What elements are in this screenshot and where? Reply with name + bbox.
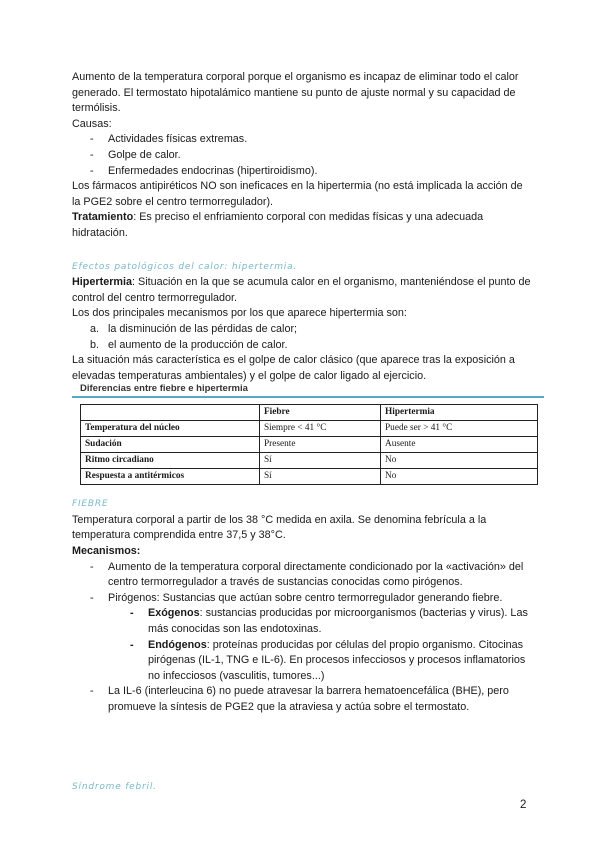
list-item: - La IL-6 (interleucina 6) no puede atravesar la barrera hematoencefálica (BHE), pero promueve la síntesis de PGE2 que la atraviesa y actúa sobre el termostato.: [72, 684, 532, 715]
table-cell: No: [381, 469, 538, 485]
table-header-row: [81, 405, 538, 421]
table-cell: Sí: [260, 469, 381, 485]
pyrogens-text: Pirógenos: Sustancias que actúan sobre centro termorregulador generando fiebre.: [108, 591, 503, 604]
list-item: - Enfermedades endocrinas (hipertiroidismo).: [72, 164, 532, 180]
list-marker: a.: [90, 322, 100, 335]
hyperthermia-definition: [72, 275, 532, 306]
table-cell: No: [381, 453, 538, 469]
treatment-label: Tratamiento: [72, 211, 134, 224]
table-cell: Siempre < 41 °C: [260, 421, 381, 437]
exogenous-label: Exógenos: [148, 607, 200, 620]
table-cell: Sí: [260, 453, 381, 469]
treatment-paragraph: [72, 210, 532, 241]
table-cell: Ritmo circadiano: [81, 453, 260, 469]
table-cell: Temperatura del núcleo: [81, 421, 260, 437]
table-cell: Respuesta a antitérmicos: [81, 469, 260, 485]
antipyretics-note: Los fármacos antipiréticos NO son ineficaces en la hipertermia (no está implicada la acción de la PGE2 sobre el centro termorregulador).: [72, 180, 523, 208]
hyperthermia-intro: Aumento de la temperatura corporal porque el organismo es incapaz de eliminar todo el calor generado. El termostato hipotalámico mantiene su punto de ajuste normal y su capacidad de termólisis.: [72, 71, 519, 115]
table-cell: Presente: [260, 437, 381, 453]
table-cell: Puede ser > 41 °C: [381, 421, 538, 437]
page-number: 2: [520, 799, 527, 811]
treatment-text: : Es preciso el enfriamiento corporal con medidas físicas y una adecuada hidratación.: [72, 211, 484, 239]
mechanisms-label: Mecanismos:: [72, 545, 141, 558]
list-item: [72, 322, 532, 338]
exogenous-text: : sustancias producidas por microorganismos (bacterias y virus). Las más conocidas son las endotoxinas.: [148, 607, 528, 636]
comparison-table-block: [72, 384, 532, 485]
fever-mechanisms-list: [72, 560, 532, 716]
pyrogens-sublist: [108, 606, 532, 684]
list-item: [72, 638, 532, 685]
list-item: - Actividades físicas extremas.: [72, 132, 532, 148]
hyperthermia-label: Hipertermia: [72, 276, 133, 289]
table-title: Diferencias entre fiebre e hipertermia: [80, 384, 248, 394]
endogenous-text: : proteínas producidas por células del propio organismo. Citocinas pirógenas (IL-1, TNG e IL-6). En procesos infecciosos y procesos inflamatorios no infecciosos (vasculitis, tumores...): [148, 638, 526, 682]
causes-label: Causas:: [72, 117, 112, 130]
list-item: [72, 338, 532, 354]
endogenous-label: Endógenos: [148, 638, 207, 651]
table-title-rule: [72, 396, 544, 398]
table-cell: Ausente: [381, 437, 538, 453]
list-item: [72, 591, 532, 685]
list-item: - Aumento de la temperatura corporal directamente condicionado por la «activación» del centro termorregulador a través de sustancias conocidas como pirógenos.: [72, 560, 532, 591]
list-marker: b.: [90, 338, 100, 351]
section-heading-fever: FIEBRE: [72, 499, 109, 510]
page-content: [72, 70, 532, 795]
fever-definition: Temperatura corporal a partir de los 38 °C medida en axila. Se denomina febrícula a la temperatura comprendida entre 37,5 y 38°C.: [72, 513, 487, 542]
table-row: [81, 453, 538, 469]
table-row: [81, 437, 538, 453]
table-row: [81, 469, 538, 485]
section-heading-hyperthermia: Efectos patológicos del calor: hipertermia.: [72, 261, 298, 272]
table-cell: Sudación: [81, 437, 260, 453]
list-item-text: el aumento de la producción de calor.: [108, 338, 288, 351]
list-item: [72, 606, 532, 637]
hyperthermia-def-text: : Situación en la que se acumula calor en el organismo, manteniéndose el punto de control del centro termorregulador.: [72, 276, 531, 304]
frequent-situation: La situación más característica es el golpe de calor clásico (que aparece tras la exposición a elevadas temperaturas ambientales) y el golpe de calor ligado al ejercicio.: [72, 354, 515, 382]
comparison-table: [80, 404, 538, 485]
table-row: [81, 421, 538, 437]
mechanisms-intro: Los dos principales mecanismos por los que aparece hipertermia son:: [72, 307, 407, 320]
table-header-cell: [81, 405, 260, 421]
list-item: - Golpe de calor.: [72, 148, 532, 164]
list-item-text: la disminución de las pérdidas de calor;: [108, 322, 298, 335]
section-heading-febrile-syndrome: Síndrome febril.: [72, 781, 157, 792]
causes-list: [72, 132, 532, 179]
table-header-cell: Hipertermia: [381, 405, 538, 421]
mechanisms-list: [72, 322, 532, 353]
table-header-cell: Fiebre: [260, 405, 381, 421]
